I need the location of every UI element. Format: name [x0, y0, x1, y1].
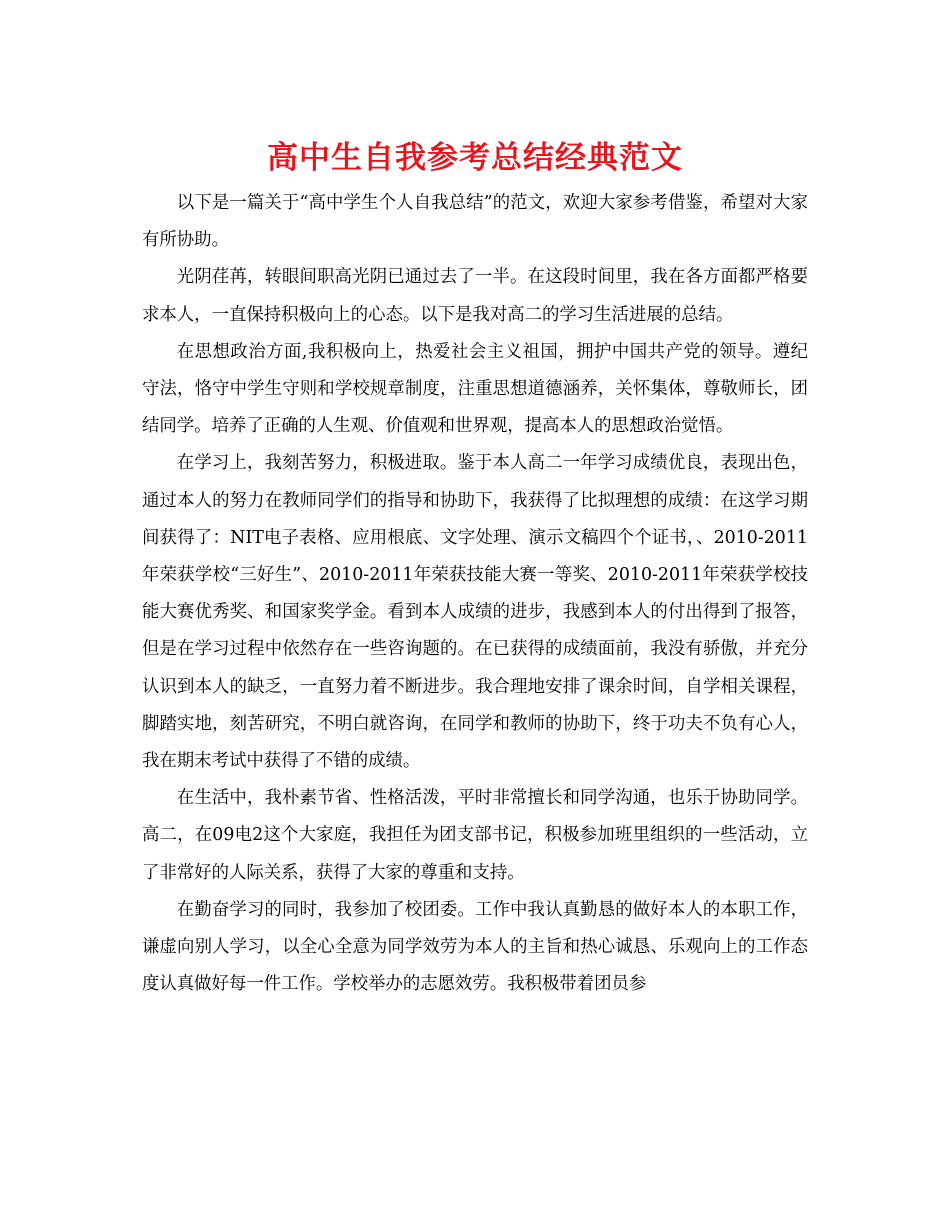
paragraph-study: 在学习上，我刻苦努力，积极进取。鉴于本人高二一年学习成绩优良，表现出色，通过本人的努力在教师同学们的指导和协助下，我获得了比拟理想的成绩：在这学习期间获得了：NIT电子表格、应用根底、文字处理、演示文稿四个个证书，、2010-2011年荣获学校“三好生”、2010-2011年荣获技能大赛一等奖、2010-2011年荣获学校技能大赛优秀奖、和国家奖学金。看到本人成绩的进步，我感到本人的付出得到了报答，但是在学习过程中依然存在一些咨询题的。在已获得的成绩面前，我没有骄傲，并充分认识到本人的缺乏，一直努力着不断进步。我合理地安排了课余时间，自学相关课程，脚踏实地，刻苦研究，不明白就咨询，在同学和教师的协助下，终于功夫不负有心人，我在期末考试中获得了不错的成绩。 [142, 453, 808, 772]
paragraph-life: 在生活中，我朴素节省、性格活泼，平时非常擅长和同学沟通，也乐于协助同学。高二，在09电2这个大家庭，我担任为团支部书记，积极参加班里组织的一些活动，立了非常好的人际关系，获得了大家的尊重和支持。 [142, 788, 808, 883]
paragraph-ideology: 在思想政治方面,我积极向上，热爱社会主义祖国，拥护中国共产党的领导。遵纪守法，恪守中学生守则和学校规章制度，注重思想道德涵养，关怀集体，尊敬师长，团结同学。培养了正确的人生观、价值观和世界观，提高本人的思想政治觉悟。 [142, 341, 808, 437]
document-title: 高中生自我参考总结经典范文 [267, 140, 683, 176]
paragraph-work: 在勤奋学习的同时，我参加了校团委。工作中我认真勤恳的做好本人的本职工作，谦虚向别人学习，以全心全意为同学效劳为本人的主旨和热心诚恳、乐观向上的工作态度认真做好每一件工作。学校举办的志愿效劳。我积极带着团员参 [142, 899, 808, 995]
document-page [142, 132, 808, 1003]
paragraph-overview: 光阴荏苒，转眼间职高光阴已通过去了一半。在这段时间里，我在各方面都严格要求本人，一直保持积极向上的心态。以下是我对高二的学习生活进展的总结。 [142, 267, 808, 325]
paragraph-intro: 以下是一篇关于“高中学生个人自我总结”的范文，欢迎大家参考借鉴，希望对大家有所协助。 [142, 193, 808, 251]
